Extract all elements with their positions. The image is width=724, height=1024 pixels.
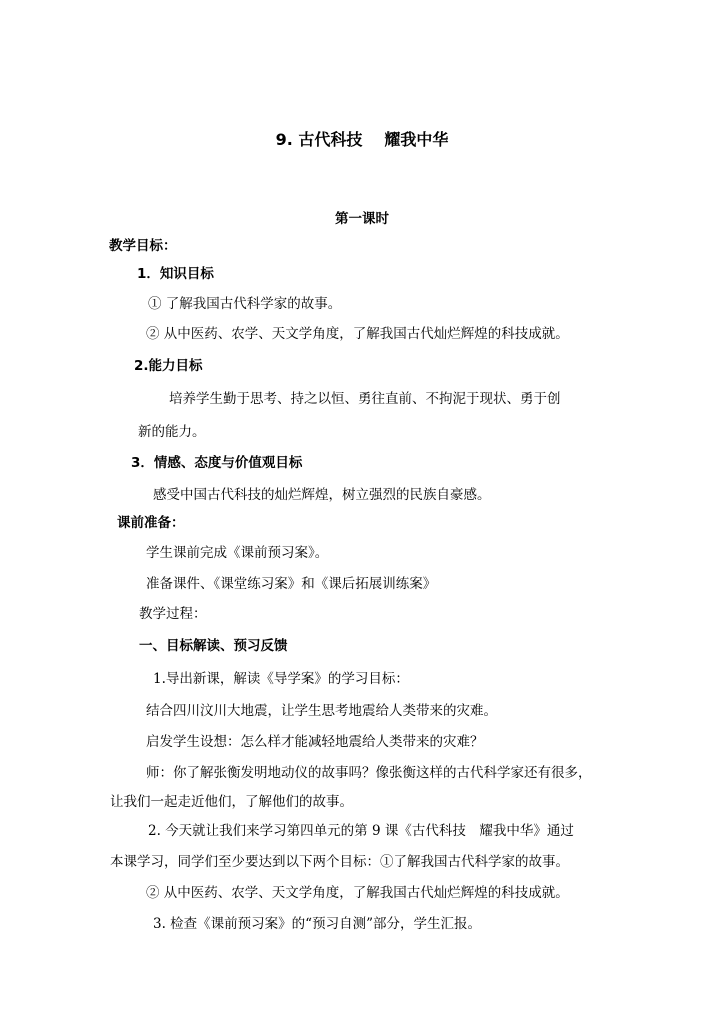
knowledge-item-1: ① 了解我国古代科学家的故事。 [148, 296, 342, 312]
teacher-line-2: 让我们一起走近他们，了解他们的故事。 [110, 794, 353, 810]
ability-objective-heading: 2.能力目标 [134, 358, 203, 374]
step-1: 1.导出新课，解读《导学案》的学习目标： [153, 671, 409, 687]
step-2-line-3: ② 从中医药、农学、天文学角度，了解我国古代灿烂辉煌的科技成就。 [146, 885, 569, 901]
process-label: 教学过程： [139, 606, 207, 622]
prep-heading: 课前准备： [117, 515, 185, 531]
emotion-text: 感受中国古代科技的灿烂辉煌，树立强烈的民族自豪感。 [153, 487, 491, 503]
section-1-heading: 一、目标解读、预习反馈 [139, 638, 288, 654]
emotion-objective-heading: 3．情感、态度与价值观目标 [131, 455, 303, 471]
prep-item-2: 准备课件、《课堂练习案》和《课后拓展训练案》 [146, 576, 437, 592]
lesson-heading: 第一课时 [335, 211, 389, 227]
ability-text-line-1: 培养学生勤于思考、持之以恒、勇往直前、不拘泥于现状、勇于创 [169, 391, 561, 407]
knowledge-item-2: ② 从中医药、农学、天文学角度，了解我国古代灿烂辉煌的科技成就。 [146, 326, 569, 342]
document-title [0, 131, 724, 149]
step-2-line-2: 本课学习，同学们至少要达到以下两个目标：①了解我国古代科学家的故事。 [110, 854, 569, 870]
title-part-2: 耀我中华 [384, 130, 449, 149]
step-1-detail: 结合四川汶川大地震，让学生思考地震给人类带来的灾难。 [146, 703, 497, 719]
prep-item-1: 学生课前完成《课前预习案》。 [146, 545, 329, 561]
ability-text-line-2: 新的能力。 [138, 424, 206, 440]
title-part-1: 9. 古代科技 [275, 130, 363, 149]
knowledge-objective-heading: 1．知识目标 [137, 266, 214, 282]
step-1-question: 启发学生设想：怎么样才能减轻地震给人类带来的灾难？ [146, 734, 484, 750]
step-2-line-1: 2. 今天就让我们来学习第四单元的第 9 课《古代科技 耀我中华》通过 [148, 823, 574, 839]
step-3: 3. 检查《课前预习案》的“预习自测”部分，学生汇报。 [153, 916, 481, 932]
teacher-line-1: 师：你了解张衡发明地动仪的故事吗？像张衡这样的古代科学家还有很多， [146, 765, 592, 781]
objectives-heading: 教学目标： [109, 238, 177, 254]
